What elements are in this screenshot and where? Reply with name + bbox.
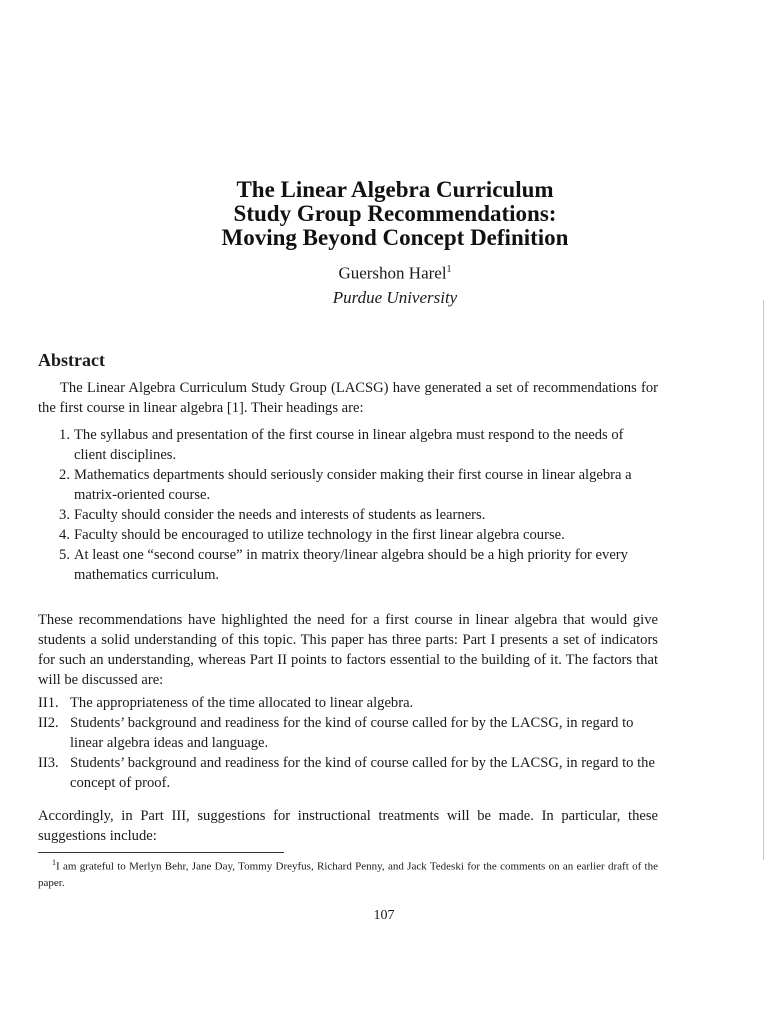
author-name: [100, 260, 690, 284]
list-item-text: Faculty should consider the needs and interests of students as learners.: [74, 507, 486, 523]
footnote-divider: [38, 852, 284, 853]
intro-paragraph: The Linear Algebra Curriculum Study Group (LACSG) have generated a set of recommendations for the first course in linear algebra [1]. Their headings are:: [38, 380, 658, 416]
list-item: [38, 465, 658, 505]
footnote-mark: 1: [52, 858, 56, 867]
paper-title: [100, 178, 690, 250]
third-paragraph: Accordingly, in Part III, suggestions for instructional treatments will be made. In particular, these suggestions include:: [38, 808, 658, 844]
list-item-text: At least one “second course” in matrix theory/linear algebra should be a high priority for every mathematics curriculum.: [74, 547, 628, 583]
second-paragraph: These recommendations have highlighted the need for a first course in linear algebra that would give students a solid understanding of this topic. This paper has three parts: Part I presents a set of indicators for such an understanding, whereas Part II points to factors essential to the building of it. The factors that will be discussed are:: [38, 612, 658, 688]
list-item-text: The syllabus and presentation of the first course in linear algebra must respond to the needs of client disciplines.: [74, 427, 624, 463]
list-item: [38, 525, 658, 545]
recommendations-list: [38, 425, 658, 585]
abstract-heading: Abstract: [38, 350, 105, 370]
list-item-text: Students’ background and readiness for the kind of course called for by the LACSG, in regard to linear algebra ideas and language.: [70, 715, 634, 751]
title-line: Moving Beyond Concept Definition: [221, 225, 569, 250]
list-item-number: 2.: [59, 467, 70, 483]
list-item-text: Students’ background and readiness for the kind of course called for by the LACSG, in regard to the concept of proof.: [70, 755, 655, 791]
author-footnote-mark: 1: [446, 264, 452, 275]
scan-edge-line: [763, 300, 764, 860]
part-two-factors-list: [38, 693, 658, 793]
list-item-number: II3.: [38, 755, 59, 771]
list-item: [38, 505, 658, 525]
list-item-text: Faculty should be encouraged to utilize technology in the first linear algebra course.: [74, 527, 565, 543]
title-line: The Linear Algebra Curriculum: [236, 177, 554, 202]
list-item-text: Mathematics departments should seriously consider making their first course in linear algebra a matrix-oriented course.: [74, 467, 632, 503]
list-item-number: 1.: [59, 427, 70, 443]
list-item-number: II2.: [38, 715, 59, 731]
page-number: 107: [373, 908, 395, 923]
footnote-text: I am grateful to Merlyn Behr, Jane Day, Tommy Dreyfus, Richard Penny, and Jack Tedeski for the comments on an earlier draft of the paper.: [38, 860, 658, 889]
list-item-number: 4.: [59, 527, 70, 543]
footnote-body: [38, 855, 658, 891]
author-affiliation: Purdue University: [332, 288, 458, 307]
list-item: [38, 753, 658, 793]
list-item-number: 3.: [59, 507, 70, 523]
title-line: Study Group Recommendations:: [233, 201, 557, 226]
footnote: [38, 855, 658, 891]
author-name-text: Guershon Harel: [338, 263, 447, 283]
list-item-text: The appropriateness of the time allocated to linear algebra.: [70, 695, 414, 711]
list-item: [38, 425, 658, 465]
list-item-number: 5.: [59, 547, 70, 563]
list-item-number: II1.: [38, 695, 59, 711]
list-item: [38, 693, 658, 713]
list-item: [38, 713, 658, 753]
list-item: [38, 545, 658, 585]
